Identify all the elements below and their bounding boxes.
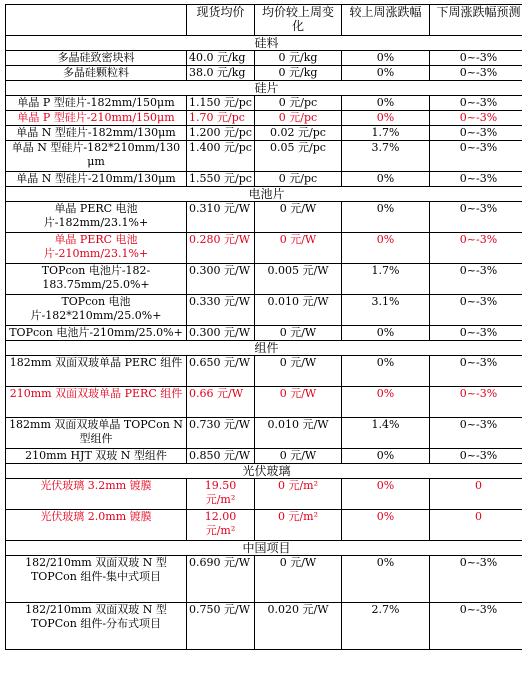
table-row (6, 556, 522, 603)
row-price: 38.0 元/kg (187, 66, 255, 81)
row-name: TOPcon 电池片-182-183.75mm/25.0%+ (6, 264, 187, 295)
row-price: 1.150 元/pc (187, 96, 255, 111)
section-title: 电池片 (6, 187, 522, 202)
section-row (6, 36, 522, 51)
table-row (6, 418, 522, 449)
table-row (6, 202, 522, 233)
row-name: TOPcon 电池片-210mm/25.0%+ (6, 326, 187, 341)
row-price: 0.300 元/W (187, 264, 255, 295)
row-pct: 0% (342, 111, 430, 126)
row-name: 光伏玻璃 3.2mm 镀膜 (6, 479, 187, 510)
row-name: 单晶 P 型硅片-182mm/150μm (6, 96, 187, 111)
row-name: 182/210mm 双面双玻 N 型 TOPCon 组件-分布式项目 (6, 603, 187, 650)
row-pct: 0% (342, 479, 430, 510)
header-name (6, 5, 187, 36)
row-forecast: 0 (430, 479, 522, 510)
row-price: 1.70 元/pc (187, 111, 255, 126)
header-forecast: 下周涨跌幅预测 (430, 5, 522, 36)
row-change: 0 元/W (255, 449, 342, 464)
table-row (6, 141, 522, 172)
row-pct: 0% (342, 510, 430, 541)
table-row (6, 295, 522, 326)
section-title: 中国项目 (6, 541, 522, 556)
row-pct: 0% (342, 326, 430, 341)
row-pct: 2.7% (342, 603, 430, 650)
row-price: 0.280 元/W (187, 233, 255, 264)
row-forecast: 0~-3% (430, 449, 522, 464)
row-pct: 0% (342, 387, 430, 418)
header-change: 均价较上周变化 (255, 5, 342, 36)
table-row (6, 264, 522, 295)
row-price: 0.300 元/W (187, 326, 255, 341)
row-name: 单晶 PERC 电池片-210mm/23.1%+ (6, 233, 187, 264)
row-name: 182/210mm 双面双玻 N 型 TOPCon 组件-集中式项目 (6, 556, 187, 603)
section-title: 光伏玻璃 (6, 464, 522, 479)
row-pct: 0% (342, 202, 430, 233)
row-change: 0 元/m² (255, 510, 342, 541)
table-row (6, 449, 522, 464)
section-row (6, 81, 522, 96)
table-row (6, 356, 522, 387)
table-row-highlighted (6, 510, 522, 541)
row-forecast: 0~-3% (430, 556, 522, 603)
row-change: 0.05 元/pc (255, 141, 342, 172)
table-row (6, 51, 522, 66)
row-price: 1.550 元/pc (187, 172, 255, 187)
row-name: 182mm 双面双玻单晶 TOPCon N 型组件 (6, 418, 187, 449)
row-name: 单晶 N 型硅片-210mm/130μm (6, 172, 187, 187)
row-name: 单晶 N 型硅片-182*210mm/130 μm (6, 141, 187, 172)
row-forecast: 0~-3% (430, 387, 522, 418)
row-change: 0.005 元/W (255, 264, 342, 295)
row-change: 0 元/W (255, 556, 342, 603)
table-row (6, 603, 522, 650)
row-forecast: 0~-3% (430, 51, 522, 66)
row-name: 210mm 双面双玻单晶 PERC 组件 (6, 387, 187, 418)
row-forecast: 0~-3% (430, 172, 522, 187)
row-forecast: 0~-3% (430, 202, 522, 233)
row-forecast: 0~-3% (430, 295, 522, 326)
row-price: 0.730 元/W (187, 418, 255, 449)
row-forecast: 0~-3% (430, 66, 522, 81)
row-name: 多晶硅颗粒料 (6, 66, 187, 81)
row-change: 0 元/pc (255, 172, 342, 187)
row-forecast: 0~-3% (430, 233, 522, 264)
row-name: 光伏玻璃 2.0mm 镀膜 (6, 510, 187, 541)
table-row-highlighted (6, 479, 522, 510)
row-price: 1.200 元/pc (187, 126, 255, 141)
row-pct: 0% (342, 51, 430, 66)
row-pct: 0% (342, 449, 430, 464)
table-row-highlighted (6, 387, 522, 418)
row-name: 单晶 N 型硅片-182mm/130μm (6, 126, 187, 141)
row-pct: 0% (342, 96, 430, 111)
row-change: 0.020 元/W (255, 603, 342, 650)
section-row (6, 187, 522, 202)
row-change: 0 元/W (255, 356, 342, 387)
row-change: 0 元/W (255, 202, 342, 233)
row-name: 210mm HJT 双玻 N 型组件 (6, 449, 187, 464)
row-forecast: 0~-3% (430, 603, 522, 650)
row-price: 0.690 元/W (187, 556, 255, 603)
table-row (6, 66, 522, 81)
header-pct: 较上周涨跌幅 (342, 5, 430, 36)
price-table-container (5, 4, 522, 650)
row-pct: 1.7% (342, 126, 430, 141)
header-price: 现货均价 (187, 5, 255, 36)
price-table (5, 4, 522, 650)
row-price: 0.330 元/W (187, 295, 255, 326)
row-pct: 0% (342, 172, 430, 187)
row-pct: 3.1% (342, 295, 430, 326)
row-name: 单晶 P 型硅片-210mm/150μm (6, 111, 187, 126)
row-pct: 1.7% (342, 264, 430, 295)
row-price: 0.850 元/W (187, 449, 255, 464)
row-pct: 0% (342, 233, 430, 264)
row-forecast: 0~-3% (430, 111, 522, 126)
row-price: 0.650 元/W (187, 356, 255, 387)
row-change: 0 元/W (255, 326, 342, 341)
row-forecast: 0~-3% (430, 126, 522, 141)
table-row (6, 326, 522, 341)
row-change: 0.010 元/W (255, 418, 342, 449)
section-title: 组件 (6, 341, 522, 356)
row-name: TOPcon 电池片-182*210mm/25.0%+ (6, 295, 187, 326)
table-row-highlighted (6, 233, 522, 264)
section-row (6, 541, 522, 556)
row-change: 0.010 元/W (255, 295, 342, 326)
row-forecast: 0~-3% (430, 418, 522, 449)
row-price: 0.310 元/W (187, 202, 255, 233)
row-name: 多晶硅致密块料 (6, 51, 187, 66)
row-forecast: 0~-3% (430, 141, 522, 172)
table-row (6, 96, 522, 111)
row-pct: 1.4% (342, 418, 430, 449)
row-forecast: 0~-3% (430, 326, 522, 341)
row-forecast: 0~-3% (430, 356, 522, 387)
table-row (6, 126, 522, 141)
row-price: 0.750 元/W (187, 603, 255, 650)
row-name: 182mm 双面双玻单晶 PERC 组件 (6, 356, 187, 387)
row-change: 0 元/pc (255, 111, 342, 126)
section-row (6, 464, 522, 479)
row-price: 1.400 元/pc (187, 141, 255, 172)
row-change: 0 元/pc (255, 96, 342, 111)
row-change: 0.02 元/pc (255, 126, 342, 141)
row-pct: 0% (342, 66, 430, 81)
row-price: 19.50 元/m² (187, 479, 255, 510)
row-change: 0 元/W (255, 387, 342, 418)
row-price: 0.66 元/W (187, 387, 255, 418)
table-row-highlighted (6, 111, 522, 126)
header-row (6, 5, 522, 36)
row-pct: 0% (342, 556, 430, 603)
row-change: 0 元/kg (255, 51, 342, 66)
row-forecast: 0 (430, 510, 522, 541)
row-forecast: 0~-3% (430, 264, 522, 295)
row-change: 0 元/kg (255, 66, 342, 81)
row-change: 0 元/W (255, 233, 342, 264)
row-forecast: 0~-3% (430, 96, 522, 111)
row-change: 0 元/m² (255, 479, 342, 510)
row-pct: 0% (342, 356, 430, 387)
section-title: 硅片 (6, 81, 522, 96)
row-price: 40.0 元/kg (187, 51, 255, 66)
section-title: 硅料 (6, 36, 522, 51)
row-pct: 3.7% (342, 141, 430, 172)
table-row (6, 172, 522, 187)
section-row (6, 341, 522, 356)
row-name: 单晶 PERC 电池片-182mm/23.1%+ (6, 202, 187, 233)
row-price: 12.00 元/m² (187, 510, 255, 541)
